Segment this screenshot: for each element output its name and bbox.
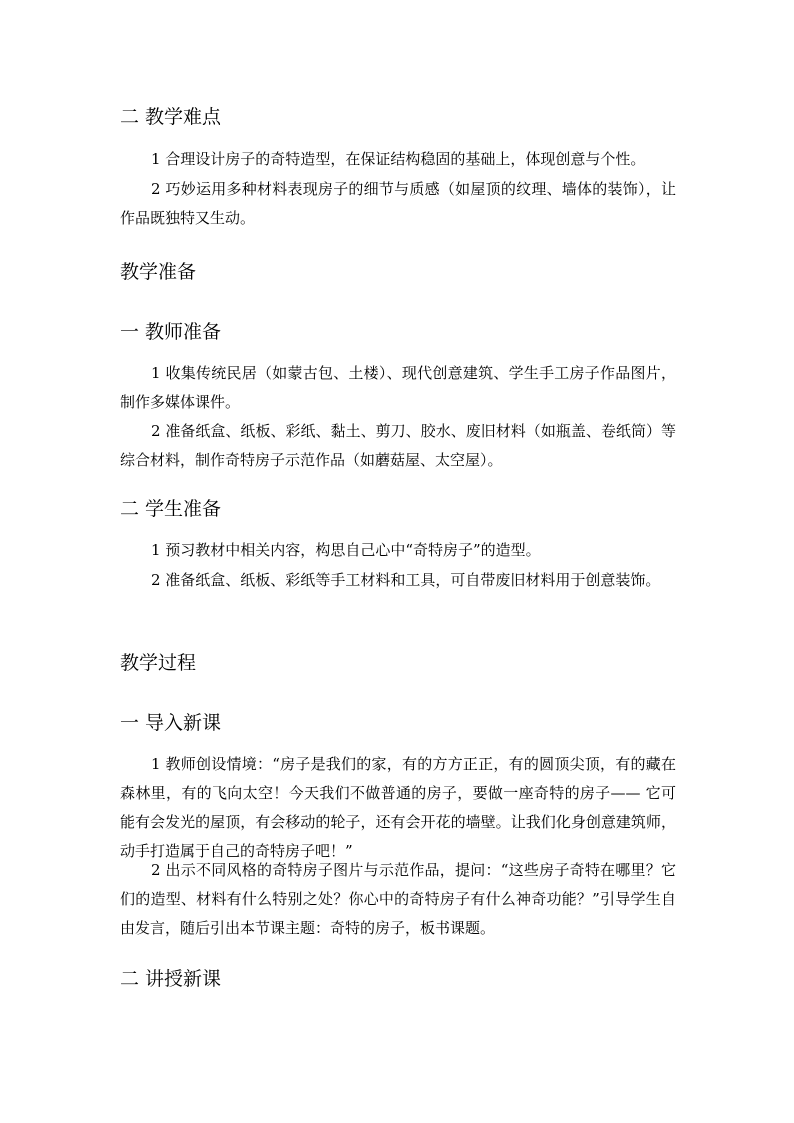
heading-teaching-preparation: 教学准备 (120, 261, 197, 283)
heading-teacher-preparation: 一 教师准备 (120, 321, 222, 343)
heading-new-lesson: 二 讲授新课 (120, 968, 222, 990)
paragraph-teacher-prep-2: 2 准备纸盒、纸板、彩纸、黏土、剪刀、胶水、废旧材料（如瓶盖、卷纸筒）等综合材料，制作奇特房子示范作品（如蘑菇屋、太空屋）。 (120, 422, 676, 469)
paragraph-difficulty-1: 1 合理设计房子的奇特造型，在保证结构稳固的基础上，体现创意与个性。 (151, 150, 646, 168)
paragraph-student-prep-1: 1 预习教材中相关内容，构思自己心中“奇特房子”的造型。 (151, 541, 541, 559)
heading-student-preparation: 二 学生准备 (120, 498, 222, 520)
paragraph-teacher-prep-1: 1 收集传统民居（如蒙古包、土楼）、现代创意建筑、学生手工房子作品图片，制作多媒体课件。 (120, 364, 676, 411)
heading-teaching-process: 教学过程 (120, 652, 197, 674)
heading-teaching-difficulties: 二 教学难点 (120, 106, 222, 128)
paragraph-introduction-1: 1 教师创设情境：“房子是我们的家，有的方方正正，有的圆顶尖顶，有的藏在森林里，有的飞向太空！今天我们不做普通的房子，要做一座奇特的房子—— 它可能有会发光的屋顶，有会移动的轮子，还有会开花的墙壁。让我们化身创意建筑师，动手打造属于自己的奇特房子吧！” (120, 755, 676, 860)
heading-lesson-introduction: 一 导入新课 (120, 712, 222, 734)
paragraph-student-prep-2: 2 准备纸盒、纸板、彩纸等手工材料和工具，可自带废旧材料用于创意装饰。 (151, 571, 661, 589)
paragraph-difficulty-2: 2 巧妙运用多种材料表现房子的细节与质感（如屋顶的纹理、墙体的装饰），让作品既独特又生动。 (120, 180, 676, 227)
paragraph-introduction-2: 2 出示不同风格的奇特房子图片与示范作品，提问：“这些房子奇特在哪里？它们的造型、材料有什么特别之处？你心中的奇特房子有什么神奇功能？”引导学生自由发言，随后引出本节课主题：奇特的房子，板书课题。 (120, 861, 676, 937)
